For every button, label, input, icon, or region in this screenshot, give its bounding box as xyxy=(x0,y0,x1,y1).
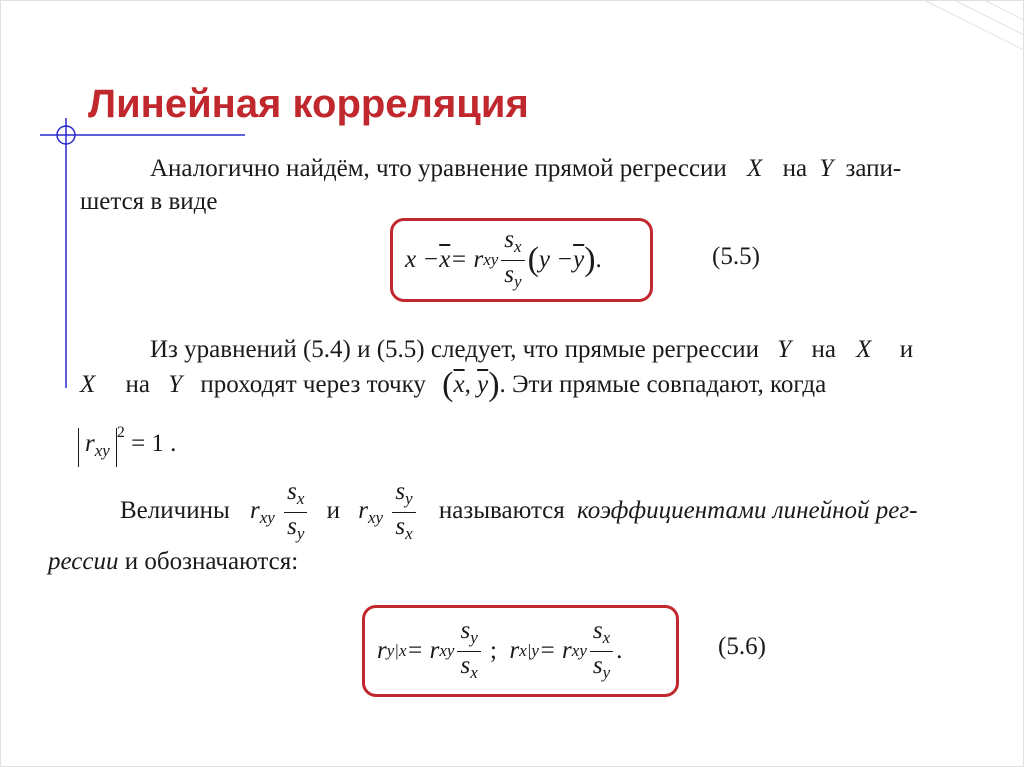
para3-start: Величины xyxy=(120,497,230,525)
slide-title: Линейная корреляция xyxy=(88,82,529,126)
eq56-period: . xyxy=(616,637,623,664)
f1-num: s xyxy=(287,478,297,505)
eq56-f1-den: s xyxy=(460,651,471,679)
eq56-eq-r: = r xyxy=(406,637,440,664)
formula-box-5-5 xyxy=(390,218,653,302)
eq56-f1-num: s xyxy=(460,616,471,644)
para2-line1 xyxy=(150,335,913,365)
eq55-period: . xyxy=(595,246,602,273)
para2-text: Из уравнений (5.4) и (5.5) следует, что прямые регрессии xyxy=(150,336,760,363)
word-on: на xyxy=(125,371,151,398)
eq55-den-s: s xyxy=(504,260,515,288)
f1-num-sub: x xyxy=(296,489,305,508)
eq55-ybar: $\overline{y}$ xyxy=(573,246,585,273)
para3-line2-rest: и обозначаются: xyxy=(118,548,299,575)
eq-number-5-6: (5.6) xyxy=(718,633,766,660)
para3-line2 xyxy=(48,547,298,577)
eq55-close-paren: ) xyxy=(584,241,596,278)
para3-r1-sub: xy xyxy=(259,508,275,528)
f1-den-sub: y xyxy=(296,524,305,543)
equals-one: = 1 . xyxy=(124,430,177,457)
word-called: называются xyxy=(438,497,565,525)
abs-sub: xy xyxy=(94,441,110,460)
para1-text: Аналогично найдём, что уравнение прямой регрессии xyxy=(150,155,727,182)
eq56-eq-r2: = r xyxy=(538,637,572,664)
para2-line2 xyxy=(80,366,827,403)
eq56-sub-xy-cond: x|y xyxy=(519,641,539,660)
point-ybar: $\overline{y}$ xyxy=(477,371,489,398)
f2-num: s xyxy=(395,478,406,505)
word-hyphen: запи- xyxy=(845,155,902,182)
para2-end-text: . Эти прямые совпадают, когда xyxy=(499,371,827,398)
eq56-r: r xyxy=(377,637,387,664)
eq55-open-paren: ( xyxy=(527,241,539,278)
abs-value xyxy=(78,428,117,467)
word-and: и xyxy=(326,497,341,525)
abs-r: r xyxy=(85,430,95,457)
eq56-r2: r xyxy=(509,637,520,664)
word-on: на xyxy=(782,155,808,182)
square-exponent: 2 xyxy=(116,424,125,441)
para1-line2: шется в виде xyxy=(80,188,218,215)
var-X: X xyxy=(856,336,872,363)
eq55-xbar: $\overline{x}$ xyxy=(439,246,451,273)
eq55-num-sub: x xyxy=(514,236,522,256)
para3-fraction-2 xyxy=(392,478,415,547)
eq56-f1-num-sub: y xyxy=(470,627,478,647)
f2-den: s xyxy=(395,513,406,540)
eq55-den-sub: y xyxy=(514,271,522,291)
eq56-f2-num: s xyxy=(592,616,603,644)
para3-line1 xyxy=(120,478,917,547)
eq55-lhs: x − xyxy=(405,246,440,273)
point-comma: , xyxy=(464,371,478,398)
corner-decoration xyxy=(894,0,1024,70)
eq55-fraction xyxy=(501,226,524,295)
f2-num-sub: y xyxy=(405,489,413,508)
eq55-rhs-y: y − xyxy=(538,246,574,273)
term-italic-cont: рессии xyxy=(48,548,119,575)
var-Y: Y xyxy=(777,336,792,363)
var-X: X xyxy=(747,155,763,182)
para2-line3 xyxy=(78,418,176,467)
term-italic: коэффициентами линейной рег- xyxy=(577,497,918,525)
para3-r1: r xyxy=(250,497,260,525)
f1-den: s xyxy=(287,513,297,540)
point-xbar: $\overline{x}$ xyxy=(453,371,465,398)
eq56-f2-num-sub: x xyxy=(602,627,611,647)
eq56-f2-den-sub: y xyxy=(602,662,611,682)
eq56-f2-den: s xyxy=(592,651,603,679)
para1-line1 xyxy=(150,154,901,184)
eq55-r: = r xyxy=(450,246,484,273)
eq56-f1-den-sub: x xyxy=(470,662,478,682)
eq55-num-s: s xyxy=(504,225,515,253)
eq56-sub-yx: y|x xyxy=(386,641,407,660)
point-close-paren: ) xyxy=(488,366,500,403)
eq55-sub-xy: xy xyxy=(483,250,499,269)
formula-box-5-6 xyxy=(362,605,679,697)
word-on: на xyxy=(811,336,836,363)
eq56-fraction-2 xyxy=(590,617,613,686)
f2-den-sub: x xyxy=(405,524,413,543)
eq-number-5-5: (5.5) xyxy=(712,243,760,270)
para2-mid-text: проходят через точку xyxy=(200,371,426,398)
eq56-separator: ; xyxy=(483,637,510,664)
eq56-sub-xy: xy xyxy=(439,641,455,660)
point-open-paren: ( xyxy=(442,366,454,403)
para3-r2-sub: xy xyxy=(368,508,384,528)
word-and: и xyxy=(899,336,914,363)
para3-r2: r xyxy=(358,497,368,525)
eq56-fraction-1 xyxy=(457,617,480,686)
var-Y: Y xyxy=(168,371,183,398)
var-Y: Y xyxy=(819,155,834,182)
para3-fraction-1 xyxy=(284,478,307,547)
var-X: X xyxy=(80,371,96,398)
eq56-sub-xy2: xy xyxy=(571,641,587,660)
